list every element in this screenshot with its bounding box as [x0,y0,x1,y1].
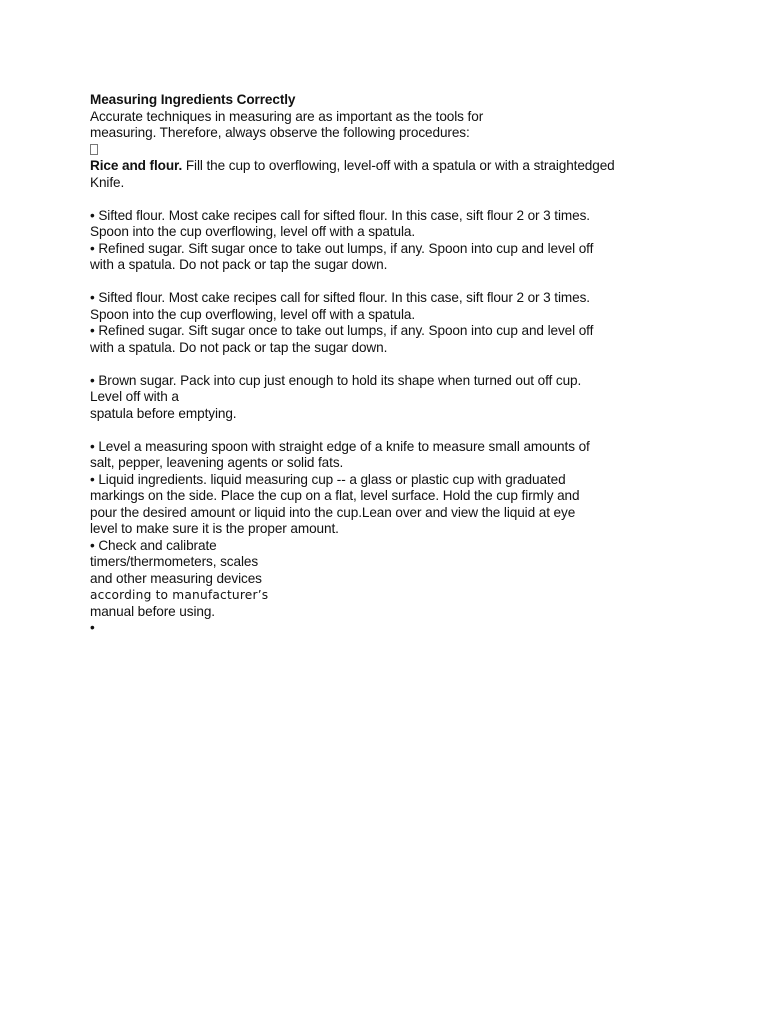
block4-line: and other measuring devices [90,570,262,586]
block2-line: Spoon into the cup overflowing, level off with a spatula. [90,306,416,322]
block1-line: Spoon into the cup overflowing, level off with a spatula. [90,224,416,239]
block4-line: timers/thermometers, scales [90,554,259,569]
rice-flour-text: Fill the cup to overflowing, level-off with a spatula or with a straightedged [182,158,615,173]
rice-flour-line-2: Knife. [90,174,125,190]
document-title: Measuring Ingredients Correctly [90,92,296,107]
rice-flour-line-1 [90,158,650,175]
intro-line-2: measuring. Therefore, always observe the following procedures: [90,125,470,140]
block2-line: • Refined sugar. Sift sugar once to take out lumps, if any. Spoon into cup and level off [90,323,594,338]
paragraph-gap [90,274,650,291]
paragraph-gap [90,356,650,373]
block4-line: markings on the side. Place the cup on a flat, level surface. Hold the cup firmly and [90,488,580,503]
intro-line-1: Accurate techniques in measuring are as important as the tools for [90,108,484,124]
block4-line: level to make sure it is the proper amount. [90,521,339,536]
block1-line: • Refined sugar. Sift sugar once to take out lumps, if any. Spoon into cup and level off [90,240,594,256]
paragraph-gap [90,422,650,439]
block1-line: • Sifted flour. Most cake recipes call for sifted flour. In this case, sift flour 2 or 3 times. [90,207,590,223]
missing-glyph-icon [90,144,98,155]
rice-flour-heading: Rice and flour. [90,158,183,173]
block4-line: manual before using. [90,603,215,619]
paragraph-gap [90,191,650,208]
block4-line: according to manufacturer’s [90,588,269,602]
block2-line: • Sifted flour. Most cake recipes call for sifted flour. In this case, sift flour 2 or 3 times. [90,290,590,305]
block4-line: • Check and calibrate [90,537,217,553]
block4-line: pour the desired amount or liquid into the cup.Lean over and view the liquid at eye [90,504,576,520]
trailing-bullet: • [90,620,95,635]
block4-line: salt, pepper, leavening agents or solid fats. [90,455,344,470]
document-page [90,92,650,637]
block2-line: with a spatula. Do not pack or tap the sugar down. [90,339,388,355]
block3-line: Level off with a [90,389,179,404]
missing-glyph-row [90,142,650,159]
block3-line: spatula before emptying. [90,405,237,421]
block4-line: • Level a measuring spoon with straight edge of a knife to measure small amounts of [90,438,590,454]
block4-line: • Liquid ingredients. liquid measuring cup -- a glass or plastic cup with graduated [90,471,566,487]
block1-line: with a spatula. Do not pack or tap the sugar down. [90,257,388,272]
block3-line: • Brown sugar. Pack into cup just enough to hold its shape when turned out off cup. [90,372,582,388]
